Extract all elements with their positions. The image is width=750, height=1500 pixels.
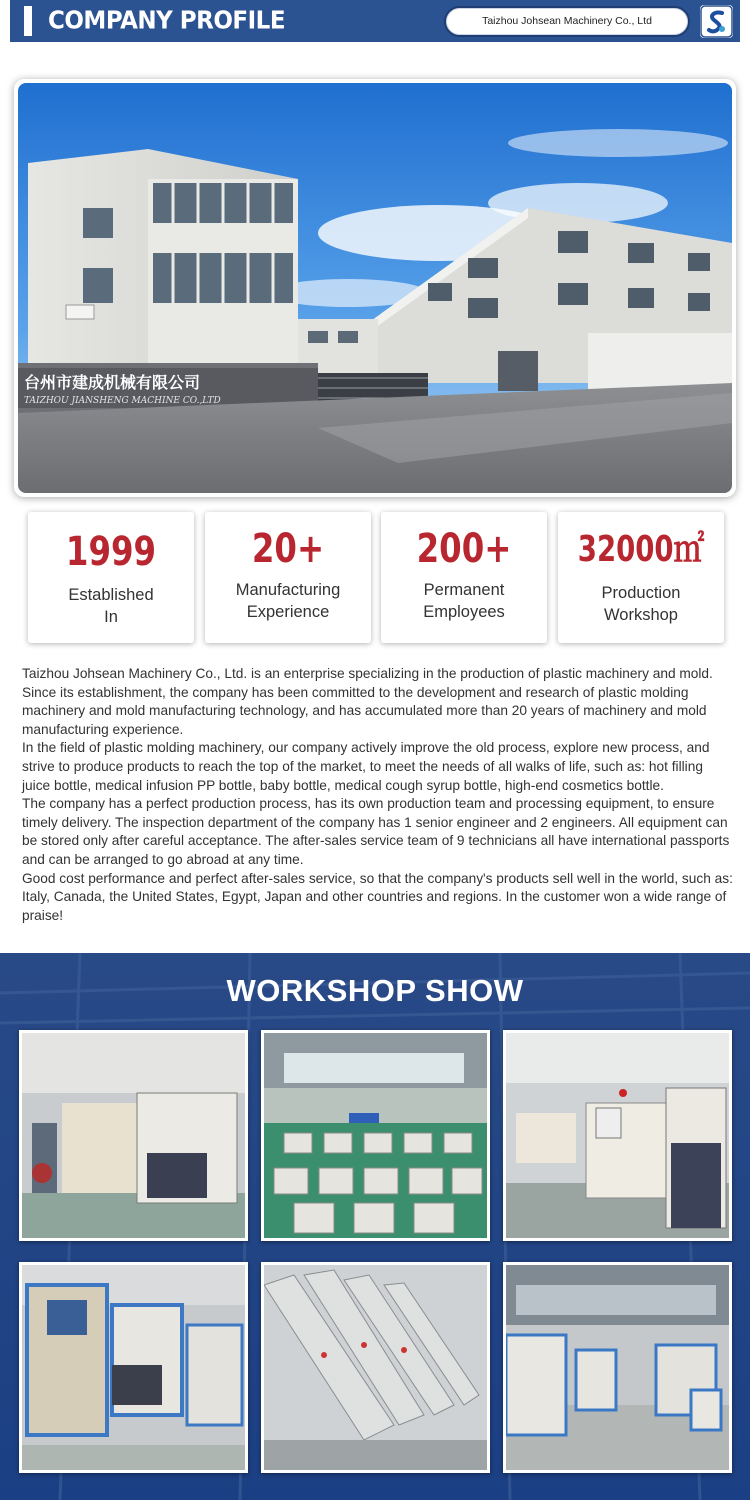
company-description xyxy=(22,665,734,925)
company-name-badge: Taizhou Johsean Machinery Co., Ltd xyxy=(444,6,690,37)
header-bar xyxy=(10,0,740,42)
stat-card-established xyxy=(28,512,194,643)
workshop-photo xyxy=(19,1030,248,1241)
stat-card-employees xyxy=(381,512,547,643)
workshop-photo xyxy=(19,1262,248,1473)
stat-label: Permanent Employees xyxy=(423,581,505,621)
stat-number: 32000㎡ xyxy=(577,529,705,570)
stat-number: 200+ xyxy=(416,526,512,572)
stat-label: Production Workshop xyxy=(601,584,681,624)
factory-sign-english: TAIZHOU JIANSHENG MACHINE CO.,LTD xyxy=(24,396,221,406)
stat-label: Manufacturing Experience xyxy=(235,581,341,621)
page-title: COMPANY PROFILE xyxy=(48,6,286,36)
factory-photo xyxy=(14,79,736,497)
workshop-photo xyxy=(503,1262,732,1473)
company-logo-icon xyxy=(700,5,733,38)
stat-card-workshop xyxy=(558,512,724,643)
factory-sign-chinese: 台州市建成机械有限公司 xyxy=(24,373,201,392)
intro-paragraph: Good cost performance and perfect after-sales service, so that the company's products sell well in the world, such as: Italy, Canada, the United States, Egypt, Japan and other countries and regions. In the customer won a wide range of praise! xyxy=(22,870,733,923)
workshop-photo xyxy=(261,1030,490,1241)
stat-number: 20+ xyxy=(251,526,325,572)
workshop-photo xyxy=(261,1262,490,1473)
intro-paragraph: In the field of plastic molding machinery, our company actively improve the old process, explore new process, and strive to produce products to reach the top of the market, to meet the needs of all walks of life, such as: hot filling juice bottle, medical infusion PP bottle, baby bottle, medical cough syrup bottle, high-end cosmetics bottle. xyxy=(22,740,710,793)
stat-label: Established In xyxy=(68,586,154,626)
workshop-photo xyxy=(503,1030,732,1241)
workshop-title: WORKSHOP SHOW xyxy=(226,973,524,1008)
intro-paragraph: Taizhou Johsean Machinery Co., Ltd. is an enterprise specializing in the production of plastic machinery and mold. Since its establishment, the company has been committed to the development and research of plastic molding machinery and mold manufacturing technology, and has accumulated more than 20 years of machinery and mold manufacturing experience. xyxy=(22,666,713,737)
stat-card-experience xyxy=(205,512,371,643)
header-accent-stripe xyxy=(24,6,32,36)
stat-number: 1999 xyxy=(65,529,157,575)
workshop-section xyxy=(0,953,750,1500)
intro-paragraph: The company has a perfect production process, has its own production team and processing equipment, to ensure timely delivery. The inspection department of the company has 1 senior engineer and 2 engineers. All equipment can be stored only after careful acceptance. The after-sales service team of 9 technicians all have international passports and can be arranged to go abroad at any time. xyxy=(22,796,730,867)
